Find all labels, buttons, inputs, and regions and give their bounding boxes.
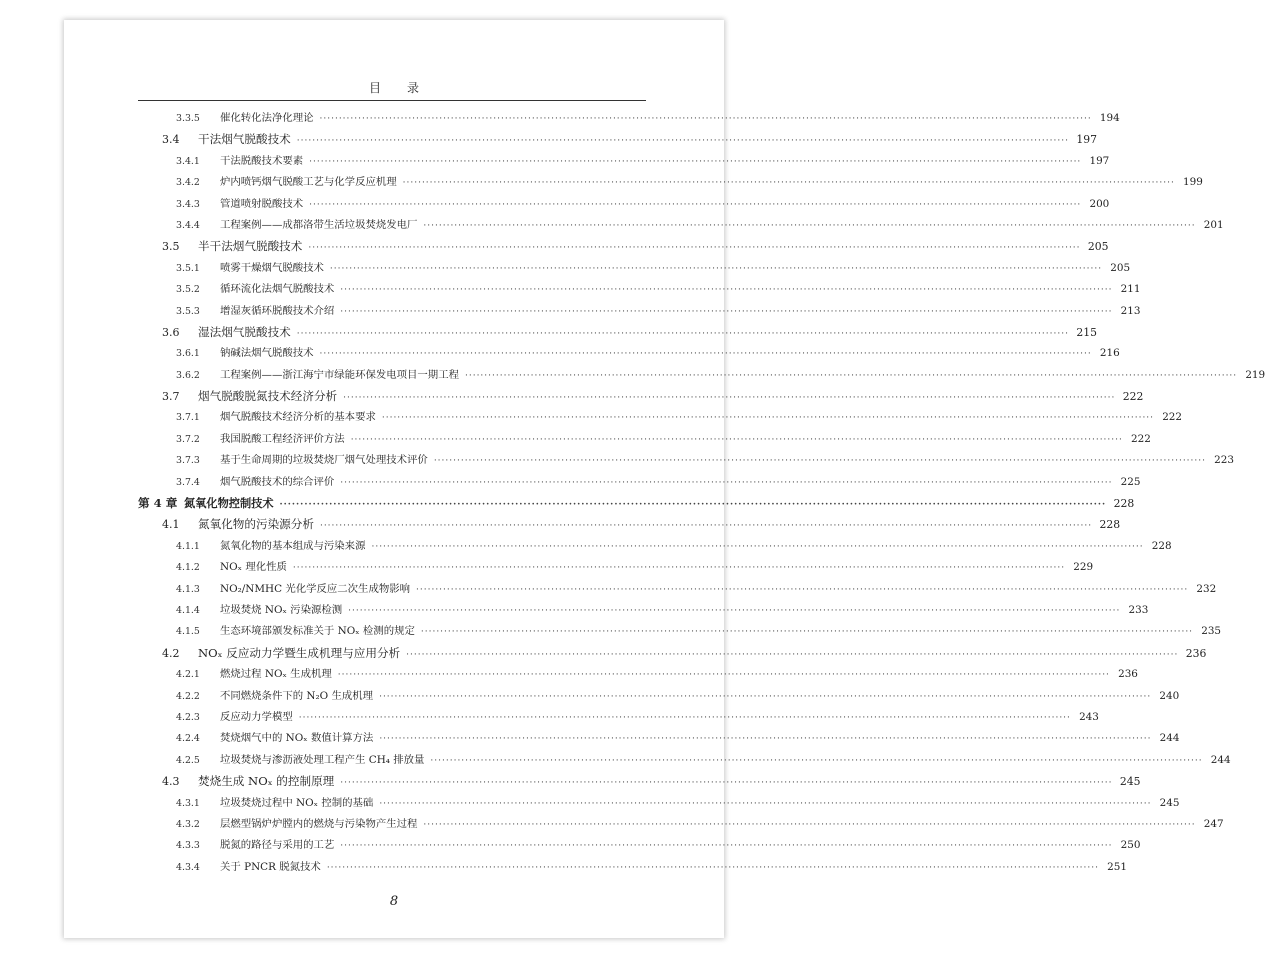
toc-entry-number: 3.5.3 bbox=[176, 305, 200, 317]
toc-entry-title: 氮氧化物控制技术 bbox=[184, 497, 274, 511]
toc-leader-dots: ········································································································································································································ bbox=[340, 306, 1113, 317]
toc-entry-number: 4.3.3 bbox=[176, 840, 200, 852]
toc-leader-dots: ········································································································································································································ bbox=[371, 541, 1144, 552]
toc-entry-title: 烟气脱酸技术的综合评价 bbox=[220, 475, 335, 488]
toc-leader-dots: ········································································································································································································ bbox=[416, 584, 1189, 595]
toc-entry bbox=[138, 172, 1203, 193]
toc-entry bbox=[138, 301, 1141, 322]
toc-entry-page: 222 bbox=[1122, 390, 1144, 404]
toc-entry-page: 244 bbox=[1159, 732, 1180, 745]
toc-entry bbox=[138, 707, 1099, 728]
toc-entry-page: 243 bbox=[1079, 710, 1099, 723]
toc-entry bbox=[138, 579, 1217, 600]
toc-entry-number: 3.4.2 bbox=[176, 177, 200, 189]
header-rule bbox=[138, 100, 646, 101]
toc-entry-number: 4.1.1 bbox=[176, 540, 200, 552]
toc-entry bbox=[138, 279, 1141, 300]
toc-entry-title: 半干法烟气脱酸技术 bbox=[198, 239, 303, 254]
toc-entry-page: 215 bbox=[1076, 325, 1097, 339]
toc-entry-number: 3.7.3 bbox=[176, 455, 200, 467]
toc-leader-dots: ········································································································································································································ bbox=[433, 456, 1206, 467]
toc-entry bbox=[138, 365, 1265, 386]
toc-leader-dots: ········································································································································································································ bbox=[379, 691, 1152, 702]
toc-leader-dots: ········································································································································································································ bbox=[464, 370, 1238, 381]
page-header-title bbox=[64, 79, 724, 96]
toc-entry bbox=[138, 151, 1110, 172]
toc-entry-number: 第 4 章 bbox=[138, 496, 178, 511]
header-title-right: 录 bbox=[407, 81, 420, 95]
toc-entry-number: 3.5 bbox=[162, 240, 180, 254]
toc-leader-dots: ········································································································································································································ bbox=[420, 627, 1194, 638]
toc-entry bbox=[138, 343, 1120, 364]
toc-leader-dots: ········································································································································································································ bbox=[279, 500, 1107, 511]
toc-entry-number: 3.5.1 bbox=[176, 262, 200, 274]
toc-entry-title: 垃圾焚烧过程中 NOₓ 控制的基础 bbox=[220, 796, 374, 809]
toc-entry bbox=[138, 750, 1231, 771]
toc-entry bbox=[138, 322, 1097, 343]
toc-entry-title: 循环流化法烟气脱酸技术 bbox=[220, 283, 335, 296]
toc-leader-dots: ········································································································································································································ bbox=[381, 413, 1155, 424]
toc-entry-title: 氮氧化物的基本组成与污染来源 bbox=[220, 539, 366, 552]
table-of-contents bbox=[138, 108, 1265, 878]
toc-leader-dots: ········································································································································································································ bbox=[292, 563, 1066, 574]
toc-entry-number: 4.1.5 bbox=[176, 626, 200, 638]
toc-entry-page: 240 bbox=[1159, 689, 1180, 702]
toc-entry-title: 脱氮的路径与采用的工艺 bbox=[220, 839, 335, 852]
toc-entry-page: 222 bbox=[1131, 432, 1151, 445]
toc-entry-number: 4.2.3 bbox=[176, 711, 200, 723]
toc-entry-number: 3.6.2 bbox=[176, 369, 200, 381]
toc-entry bbox=[138, 407, 1183, 428]
toc-leader-dots: ········································································································································································································ bbox=[340, 841, 1113, 852]
toc-entry-title: 焚烧生成 NOₓ 的控制原理 bbox=[198, 774, 335, 789]
toc-entry-number: 4.2.4 bbox=[176, 733, 200, 745]
toc-entry-page: 228 bbox=[1099, 518, 1121, 532]
toc-leader-dots: ········································································································································································································ bbox=[329, 263, 1103, 274]
toc-leader-dots: ········································································································································································································ bbox=[298, 712, 1071, 723]
toc-entry-page: 200 bbox=[1089, 197, 1110, 210]
toc-entry-page: 228 bbox=[1113, 497, 1135, 511]
toc-entry-number: 3.4.4 bbox=[176, 219, 200, 231]
toc-entry-title: 关于 PNCR 脱氮技术 bbox=[220, 860, 321, 873]
toc-leader-dots: ········································································································································································································ bbox=[309, 199, 1082, 210]
toc-entry-title: 干法脱酸技术要素 bbox=[220, 154, 304, 167]
toc-entry-page: 216 bbox=[1099, 347, 1120, 360]
toc-entry-title: 增湿灰循环脱酸技术介绍 bbox=[220, 304, 335, 317]
toc-entry-title: 喷雾干燥烟气脱酸技术 bbox=[220, 261, 324, 274]
toc-entry-page: 225 bbox=[1120, 475, 1141, 488]
toc-leader-dots: ········································································································································································································ bbox=[337, 670, 1110, 681]
toc-entry-title: 烟气脱酸技术经济分析的基本要求 bbox=[220, 411, 376, 424]
toc-entry-number: 4.2.1 bbox=[176, 669, 200, 681]
toc-entry-title: 钠碱法烟气脱酸技术 bbox=[220, 347, 314, 360]
toc-entry-number: 4.1 bbox=[162, 518, 180, 532]
toc-leader-dots: ········································································································································································································ bbox=[348, 605, 1121, 616]
toc-entry-title: 炉内喷钙烟气脱酸工艺与化学反应机理 bbox=[220, 176, 397, 189]
toc-leader-dots: ········································································································································································································ bbox=[350, 434, 1123, 445]
toc-entry bbox=[138, 514, 1121, 535]
toc-entry-title: 我国脱酸工程经济评价方法 bbox=[220, 432, 345, 445]
toc-entry-page: 247 bbox=[1203, 817, 1224, 830]
toc-entry-number: 4.1.2 bbox=[176, 562, 200, 574]
toc-entry bbox=[138, 429, 1151, 450]
toc-entry-number: 3.6.1 bbox=[176, 348, 200, 360]
toc-leader-dots: ········································································································································································································ bbox=[379, 734, 1152, 745]
toc-leader-dots: ········································································································································································································ bbox=[309, 156, 1082, 167]
toc-entry bbox=[138, 236, 1109, 257]
toc-leader-dots: ········································································································································································································ bbox=[308, 243, 1081, 254]
toc-entry bbox=[138, 664, 1138, 685]
page-number: 8 bbox=[389, 894, 399, 909]
toc-entry-number: 3.4.1 bbox=[176, 155, 200, 167]
toc-entry-title: 焚烧烟气中的 NOₓ 数值计算方法 bbox=[220, 732, 374, 745]
toc-entry-page: 232 bbox=[1196, 582, 1217, 595]
toc-entry-title: NOₓ 理化性质 bbox=[220, 561, 287, 574]
toc-entry-number: 4.2.2 bbox=[176, 690, 200, 702]
toc-entry-title: 烟气脱酸脱氮技术经济分析 bbox=[198, 389, 338, 404]
toc-entry-title: 干法烟气脱酸技术 bbox=[198, 132, 291, 147]
toc-entry-number: 3.4 bbox=[162, 133, 180, 147]
toc-entry-title: NOₓ 反应动力学暨生成机理与应用分析 bbox=[198, 645, 401, 660]
toc-entry-number: 4.2 bbox=[162, 646, 180, 660]
toc-leader-dots: ········································································································································································································ bbox=[423, 819, 1196, 830]
toc-entry-number: 3.6 bbox=[162, 325, 180, 339]
toc-entry-page: 250 bbox=[1120, 839, 1141, 852]
toc-entry bbox=[138, 728, 1180, 749]
toc-entry-title: NO₂/NMHC 光化学反应二次生成物影响 bbox=[220, 582, 411, 595]
toc-entry bbox=[138, 621, 1222, 642]
toc-entry-page: 245 bbox=[1159, 796, 1180, 809]
toc-leader-dots: ········································································································································································································ bbox=[406, 649, 1179, 660]
toc-entry bbox=[138, 386, 1144, 407]
toc-entry-page: 205 bbox=[1087, 240, 1109, 254]
toc-entry-title: 氮氧化物的污染源分析 bbox=[198, 517, 314, 532]
toc-entry-title: 反应动力学模型 bbox=[220, 710, 293, 723]
toc-entry-page: 251 bbox=[1107, 860, 1127, 873]
toc-leader-dots: ········································································································································································································ bbox=[430, 755, 1203, 766]
toc-entry-title: 湿法烟气脱酸技术 bbox=[198, 324, 291, 339]
toc-entry-page: 205 bbox=[1110, 261, 1131, 274]
toc-entry bbox=[138, 600, 1149, 621]
toc-entry-title: 不同燃烧条件下的 N₂O 生成机理 bbox=[220, 689, 374, 702]
toc-entry-page: 245 bbox=[1119, 775, 1141, 789]
toc-entry-title: 生态环境部颁发标准关于 NOₓ 检测的规定 bbox=[220, 625, 415, 638]
toc-entry bbox=[138, 450, 1234, 471]
toc-entry-title: 燃烧过程 NOₓ 生成机理 bbox=[220, 668, 332, 681]
toc-entry-title: 基于生命周期的垃圾焚烧厂烟气处理技术评价 bbox=[220, 454, 428, 467]
toc-entry-page: 223 bbox=[1214, 454, 1234, 467]
header-title-left: 目 bbox=[368, 81, 381, 95]
toc-entry-page: 244 bbox=[1210, 753, 1231, 766]
toc-leader-dots: ········································································································································································································ bbox=[296, 136, 1069, 147]
toc-entry-number: 3.7.1 bbox=[176, 412, 200, 424]
toc-leader-dots: ········································································································································································································ bbox=[340, 778, 1113, 789]
toc-entry-number: 3.7 bbox=[162, 390, 180, 404]
toc-entry-number: 4.3.2 bbox=[176, 818, 200, 830]
toc-entry bbox=[138, 215, 1224, 236]
toc-entry-page: 219 bbox=[1245, 368, 1265, 381]
toc-entry-title: 工程案例——浙江海宁市绿能环保发电项目一期工程 bbox=[220, 368, 459, 381]
toc-entry bbox=[138, 793, 1180, 814]
toc-leader-dots: ········································································································································································································ bbox=[296, 328, 1069, 339]
toc-entry-number: 4.3.4 bbox=[176, 861, 200, 873]
toc-entry-number: 3.7.2 bbox=[176, 433, 200, 445]
toc-entry-page: 228 bbox=[1151, 539, 1172, 552]
toc-entry-page: 235 bbox=[1201, 625, 1222, 638]
toc-leader-dots: ········································································································································································································ bbox=[423, 220, 1196, 231]
toc-entry bbox=[138, 129, 1097, 150]
toc-entry bbox=[138, 557, 1094, 578]
toc-entry-number: 4.3.1 bbox=[176, 797, 200, 809]
toc-entry-title: 垃圾焚烧与渗沥液处理工程产生 CH₄ 排放量 bbox=[220, 753, 425, 766]
toc-entry-page: 199 bbox=[1182, 176, 1203, 189]
toc-leader-dots: ········································································································································································································ bbox=[402, 178, 1175, 189]
toc-entry-number: 4.2.5 bbox=[176, 754, 200, 766]
toc-leader-dots: ········································································································································································································ bbox=[326, 862, 1099, 873]
toc-entry-page: 211 bbox=[1120, 283, 1141, 296]
toc-entry-title: 管道喷射脱酸技术 bbox=[220, 197, 304, 210]
toc-entry bbox=[138, 643, 1207, 664]
toc-entry-number: 4.1.4 bbox=[176, 604, 200, 616]
toc-entry-title: 垃圾焚烧 NOₓ 污染源检测 bbox=[220, 603, 343, 616]
toc-entry bbox=[138, 493, 1135, 514]
toc-entry-number: 3.5.2 bbox=[176, 284, 200, 296]
toc-entry-number: 3.3.5 bbox=[176, 113, 200, 124]
document-page bbox=[64, 20, 1265, 938]
toc-leader-dots: ········································································································································································································ bbox=[319, 114, 1092, 124]
toc-leader-dots: ········································································································································································································ bbox=[379, 798, 1152, 809]
toc-entry-number: 3.4.3 bbox=[176, 198, 200, 210]
toc-entry-number: 3.7.4 bbox=[176, 476, 200, 488]
toc-entry bbox=[138, 835, 1141, 856]
toc-entry bbox=[138, 472, 1141, 493]
toc-entry bbox=[138, 108, 1120, 129]
toc-entry bbox=[138, 814, 1224, 835]
toc-entry-page: 197 bbox=[1089, 154, 1110, 167]
toc-entry-title: 工程案例——成都洛带生活垃圾焚烧发电厂 bbox=[220, 218, 418, 231]
toc-entry-page: 236 bbox=[1185, 646, 1207, 660]
toc-entry bbox=[138, 771, 1141, 792]
toc-entry-page: 236 bbox=[1118, 668, 1138, 681]
toc-leader-dots: ········································································································································································································ bbox=[319, 349, 1092, 360]
toc-entry-page: 229 bbox=[1073, 561, 1094, 574]
toc-entry-page: 201 bbox=[1203, 218, 1224, 231]
toc-leader-dots: ········································································································································································································ bbox=[319, 521, 1093, 532]
toc-entry bbox=[138, 686, 1180, 707]
toc-entry-number: 4.3 bbox=[162, 775, 180, 789]
toc-entry-page: 233 bbox=[1128, 603, 1149, 616]
toc-entry-title: 催化转化法净化理论 bbox=[220, 112, 314, 124]
toc-leader-dots: ········································································································································································································ bbox=[340, 285, 1113, 296]
toc-entry-page: 197 bbox=[1076, 133, 1097, 147]
toc-entry bbox=[138, 258, 1131, 279]
toc-entry bbox=[138, 194, 1110, 215]
toc-entry-number: 4.1.3 bbox=[176, 583, 200, 595]
toc-entry-title: 层燃型锅炉炉膛内的燃烧与污染物产生过程 bbox=[220, 817, 418, 830]
toc-entry-page: 194 bbox=[1099, 112, 1120, 124]
toc-entry-page: 213 bbox=[1120, 304, 1141, 317]
toc-entry bbox=[138, 857, 1127, 878]
toc-leader-dots: ········································································································································································································ bbox=[340, 477, 1113, 488]
toc-entry bbox=[138, 536, 1172, 557]
toc-leader-dots: ········································································································································································································ bbox=[343, 393, 1116, 404]
toc-entry-page: 222 bbox=[1162, 411, 1183, 424]
